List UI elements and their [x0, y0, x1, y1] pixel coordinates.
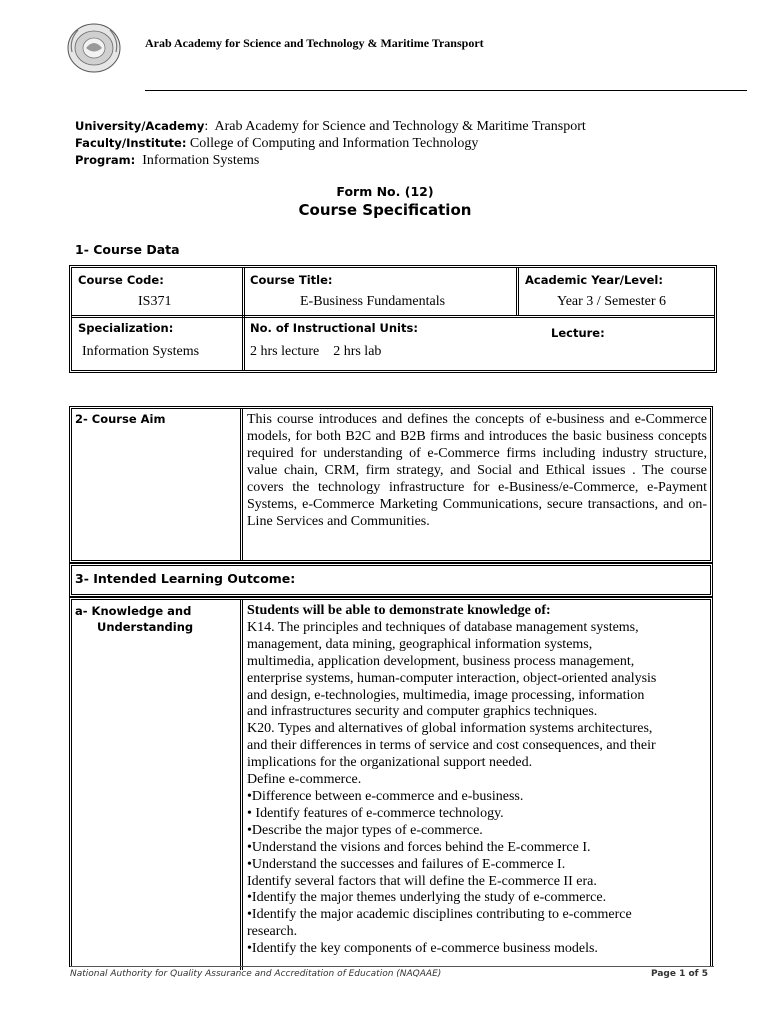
course-aim-box: [69, 406, 713, 563]
instructional-units-value: 2 hrs lecture 2 hrs lab: [250, 344, 382, 359]
instructional-units-label: No. of Instructional Units:: [250, 321, 418, 335]
knowledge-line: •Describe the major types of e-commerce.: [247, 822, 483, 838]
header-rule: [145, 90, 747, 91]
course-data-heading: 1- Course Data: [75, 242, 180, 257]
footer-rule: [70, 966, 714, 967]
course-code-label: Course Code:: [78, 273, 164, 287]
university-row: University/Academy: Arab Academy for Science and Technology & Maritime Transport: [75, 119, 586, 134]
knowledge-intro: Students will be able to demonstrate knowledge of:: [247, 603, 551, 618]
knowledge-line: Identify several factors that will define the E-commerce II era.: [247, 873, 597, 889]
university-value: Arab Academy for Science and Technology & Maritime Transport: [214, 119, 586, 134]
knowledge-line: •Identify the major themes underlying the study of e-commerce.: [247, 890, 607, 906]
knowledge-line: •Identify the major academic disciplines contributing to e-commerce: [247, 907, 632, 923]
knowledge-label-line1: a- Knowledge and: [75, 604, 192, 618]
knowledge-line: • Identify features of e-commerce technology.: [247, 805, 504, 821]
knowledge-line: •Difference between e-commerce and e-business.: [247, 788, 524, 804]
form-number: Form No. (12): [336, 184, 434, 199]
learning-outcome-header: [69, 563, 713, 597]
course-code-value: IS371: [138, 294, 172, 309]
knowledge-line: •Understand the successes and failures of E-commerce I.: [247, 856, 566, 872]
academy-header: Arab Academy for Science and Technology & Maritime Transport: [145, 36, 484, 50]
academy-logo: [66, 22, 122, 74]
knowledge-line: •Understand the visions and forces behind the E-commerce I.: [247, 839, 591, 855]
knowledge-content: [247, 603, 709, 958]
course-aim-label: 2- Course Aim: [75, 412, 166, 426]
knowledge-line: research.: [247, 924, 298, 940]
program-label: Program:: [75, 153, 136, 167]
course-title-value: E-Business Fundamentals: [300, 294, 446, 309]
footer-text: National Authority for Quality Assurance and Accreditation of Education (NAQAAE): [70, 969, 442, 979]
knowledge-line: enterprise systems, human-computer interaction, object-oriented analysis: [247, 670, 657, 686]
knowledge-line: K20. Types and alternatives of global information systems architectures,: [247, 721, 653, 737]
knowledge-line: K14. The principles and techniques of database management systems,: [247, 619, 639, 635]
program-row: [75, 152, 586, 169]
knowledge-line: Define e-commerce.: [247, 772, 362, 788]
academic-year-value: Year 3 / Semester 6: [557, 294, 667, 309]
course-aim-text: This course introduces and defines the concepts of e-business and e-Commerce models, for both B2C and B2B firms and introduces the basic business concepts required for understanding of e-Commerce firms including industry structure, value chain, CRM, firm strategy, and Social and Ethical issues . The course covers the technology infrastructure for e-Business/e-Commerce, e-Payment Systems, e-Commerce Marketing Communications, secure transactions, and on-Line Services and Communities.: [247, 412, 707, 529]
form-title: Course Specification: [298, 201, 472, 219]
knowledge-label-line2: Understanding: [97, 620, 194, 634]
knowledge-line: and design, e-technologies, multimedia, image processing, information: [247, 687, 645, 703]
course-data-table: [69, 265, 717, 373]
faculty-row: [75, 135, 586, 152]
knowledge-line: •Identify the key components of e-commerce business models.: [247, 941, 598, 957]
academic-year-label: Academic Year/Level:: [525, 273, 663, 287]
faculty-value: College of Computing and Information Technology: [189, 136, 479, 151]
knowledge-line: management, data mining, geographical information systems,: [247, 636, 593, 652]
course-title-label: Course Title:: [250, 273, 333, 287]
knowledge-line: and their differences in terms of service and cost consequences, and their: [247, 738, 656, 754]
faculty-label: Faculty/Institute:: [75, 136, 187, 150]
specialization-value: Information Systems: [82, 344, 200, 359]
page-number: Page 1 of 5: [651, 969, 708, 979]
program-value: Information Systems: [142, 153, 260, 168]
knowledge-box: [69, 597, 713, 967]
knowledge-line: implications for the organizational support needed.: [247, 755, 533, 771]
university-label: University/Academy: [75, 119, 205, 133]
specialization-label: Specialization:: [78, 321, 174, 335]
knowledge-line: multimedia, application development, business process management,: [247, 653, 635, 669]
institution-info: [75, 118, 586, 169]
learning-outcome-heading: 3- Intended Learning Outcome:: [75, 571, 296, 586]
lecture-label: Lecture:: [551, 326, 605, 340]
knowledge-line: and infrastructures security and computer graphics techniques.: [247, 704, 598, 720]
